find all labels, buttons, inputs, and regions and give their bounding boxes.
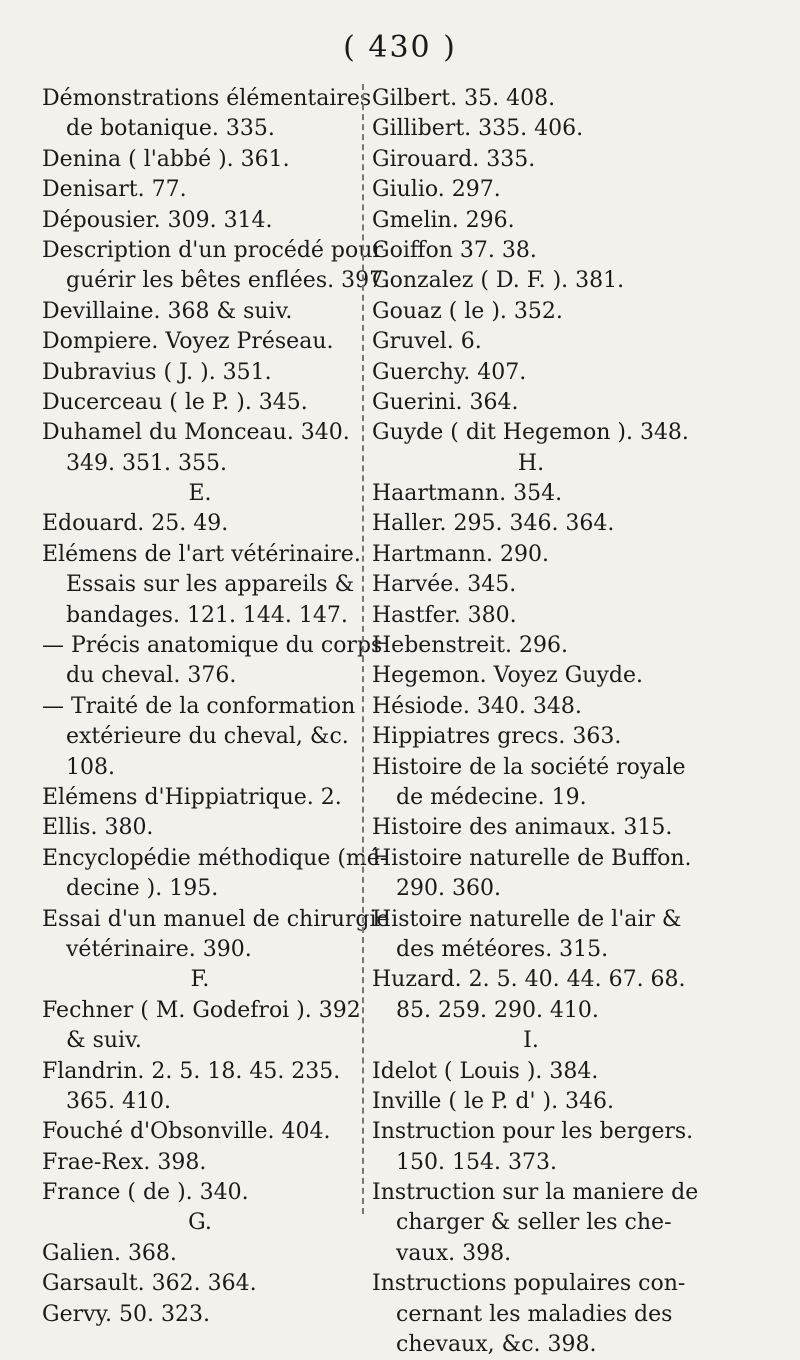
index-entry-line: Goiffon 37. 38. [372, 237, 537, 263]
index-entry-line: Frae-Rex. 398. [42, 1149, 207, 1175]
index-entry-line: & suiv. [66, 1028, 142, 1054]
index-entry-line: Galien. 368. [42, 1240, 177, 1266]
index-entry-line: Histoire des animaux. 315. [372, 815, 673, 841]
index-entry-line: Haller. 295. 346. 364. [372, 511, 615, 537]
index-entry-line: Haartmann. 354. [372, 481, 563, 507]
index-entry-line: Description d'un procédé pour [42, 237, 383, 263]
index-entry-line: Ducerceau ( le P. ). 345. [42, 389, 308, 415]
index-entry-line: Histoire naturelle de l'air & [372, 906, 682, 932]
index-entry-line: 349. 351. 355. [66, 450, 227, 476]
index-entry-line: Huzard. 2. 5. 40. 44. 67. 68. [372, 967, 686, 993]
index-entry-line: charger & seller les che- [396, 1210, 672, 1236]
index-entry-line: Instructions populaires con- [372, 1271, 686, 1297]
index-entry-line: Essais sur les appareils & [66, 572, 355, 598]
index-entry-line: Hastfer. 380. [372, 602, 517, 628]
index-entry-line: Gervy. 50. 323. [42, 1301, 210, 1327]
index-entry-line: Giulio. 297. [372, 177, 501, 203]
index-entry-line: Démonstrations élémentaires [42, 86, 372, 111]
index-entry-line: decine ). 195. [66, 876, 219, 902]
index-entry-line: Ellis. 380. [42, 815, 154, 841]
index-entry-line: Fouché d'Obsonville. 404. [42, 1119, 331, 1145]
index-entry-line: Hippiatres grecs. 363. [372, 724, 622, 750]
index-entry-line: Dépousier. 309. 314. [42, 207, 273, 233]
index-entry-line: chevaux, &c. 398. [396, 1332, 597, 1358]
index-entry-line: Gilbert. 35. 408. [372, 86, 556, 111]
index-entry-line: France ( de ). 340. [42, 1180, 249, 1206]
index-entry-line: Gmelin. 296. [372, 207, 515, 233]
index-entry-line: Gruvel. 6. [372, 329, 482, 355]
index-entry-line: Instruction sur la maniere de [372, 1180, 699, 1206]
index-entry-line: Idelot ( Louis ). 384. [372, 1058, 599, 1084]
index-entry-line: des météores. 315. [396, 936, 609, 962]
index-entry-line: Hegemon. Voyez Guyde. [372, 663, 643, 689]
index-entry-line: Denisart. 77. [42, 177, 187, 203]
index-entry-line: Gouaz ( le ). 352. [372, 298, 563, 324]
index-entry-line: Histoire naturelle de Buffon. [372, 845, 692, 871]
section-letter: F. [190, 967, 210, 993]
section-letter: E. [188, 481, 212, 507]
index-entry-line: Girouard. 335. [372, 146, 536, 172]
index-entry-line: guérir les bêtes enflées. 397. [66, 268, 391, 294]
index-entry-line: — Précis anatomique du corps [42, 633, 383, 659]
index-entry-line: 150. 154. 373. [396, 1149, 557, 1175]
index-entry-line: Edouard. 25. 49. [42, 511, 229, 537]
index-entry-line: 85. 259. 290. 410. [396, 997, 599, 1023]
index-entry-line: Garsault. 362. 364. [42, 1271, 257, 1297]
index-entry-line: Guyde ( dit Hegemon ). 348. [372, 420, 689, 446]
index-entry-line: Hebenstreit. 296. [372, 633, 568, 659]
index-entry-line: Guerchy. 407. [372, 359, 527, 385]
index-entry-line: Denina ( l'abbé ). 361. [42, 146, 290, 172]
index-entry-line: bandages. 121. 144. 147. [66, 602, 348, 628]
index-entry-line: Instruction pour les bergers. [372, 1119, 694, 1145]
index-entry-line: Gillibert. 335. 406. [372, 116, 584, 142]
index-entry-line: Gonzalez ( D. F. ). 381. [372, 268, 625, 294]
index-entry-line: Elémens de l'art vétérinaire. [42, 541, 361, 567]
section-letter: G. [188, 1210, 212, 1236]
index-entry-line: Dubravius ( J. ). 351. [42, 359, 272, 385]
page-number: ( 430 ) [343, 30, 457, 65]
index-entry-line: 108. [66, 754, 115, 780]
right-column [372, 84, 699, 1360]
index-entry-line: Hartmann. 290. [372, 541, 549, 567]
index-entry-line: Flandrin. 2. 5. 18. 45. 235. [42, 1058, 341, 1084]
index-entry-line: Essai d'un manuel de chirurgie [42, 906, 390, 932]
section-letter: I. [523, 1028, 539, 1054]
index-entry-line: du cheval. 376. [66, 663, 237, 689]
index-entry-line: Elémens d'Hippiatrique. 2. [42, 784, 342, 810]
index-entry-line: 290. 360. [396, 876, 501, 902]
index-entry-line: Histoire de la société royale [372, 754, 686, 780]
index-entry-line: Dompiere. Voyez Préseau. [42, 329, 334, 355]
index-entry-line: Inville ( le P. d' ). 346. [372, 1088, 615, 1114]
index-entry-line: Fechner ( M. Godefroi ). 392 [42, 997, 361, 1023]
index-entry-line: extérieure du cheval, &c. [66, 724, 349, 750]
index-entry-line: vaux. 398. [396, 1240, 512, 1266]
index-entry-line: — Traité de la conformation [42, 693, 356, 719]
index-entry-line: de médecine. 19. [396, 784, 587, 810]
index-entry-line: cernant les maladies des [396, 1301, 673, 1327]
index-entry-line: 365. 410. [66, 1088, 171, 1114]
section-letter: H. [517, 450, 545, 476]
index-entry-line: Harvée. 345. [372, 572, 517, 598]
index-entry-line: de botanique. 335. [66, 116, 275, 142]
index-entry-line: Guerini. 364. [372, 389, 519, 415]
index-entry-line: Devillaine. 368 & suiv. [42, 298, 293, 324]
index-entry-line: Encyclopédie méthodique (mé- [42, 845, 388, 871]
index-entry-line: Duhamel du Monceau. 340. [42, 420, 350, 446]
left-column [42, 84, 391, 1330]
index-entry-line: Hésiode. 340. 348. [372, 693, 582, 719]
index-entry-line: vétérinaire. 390. [66, 936, 252, 962]
column-divider [362, 84, 364, 1214]
